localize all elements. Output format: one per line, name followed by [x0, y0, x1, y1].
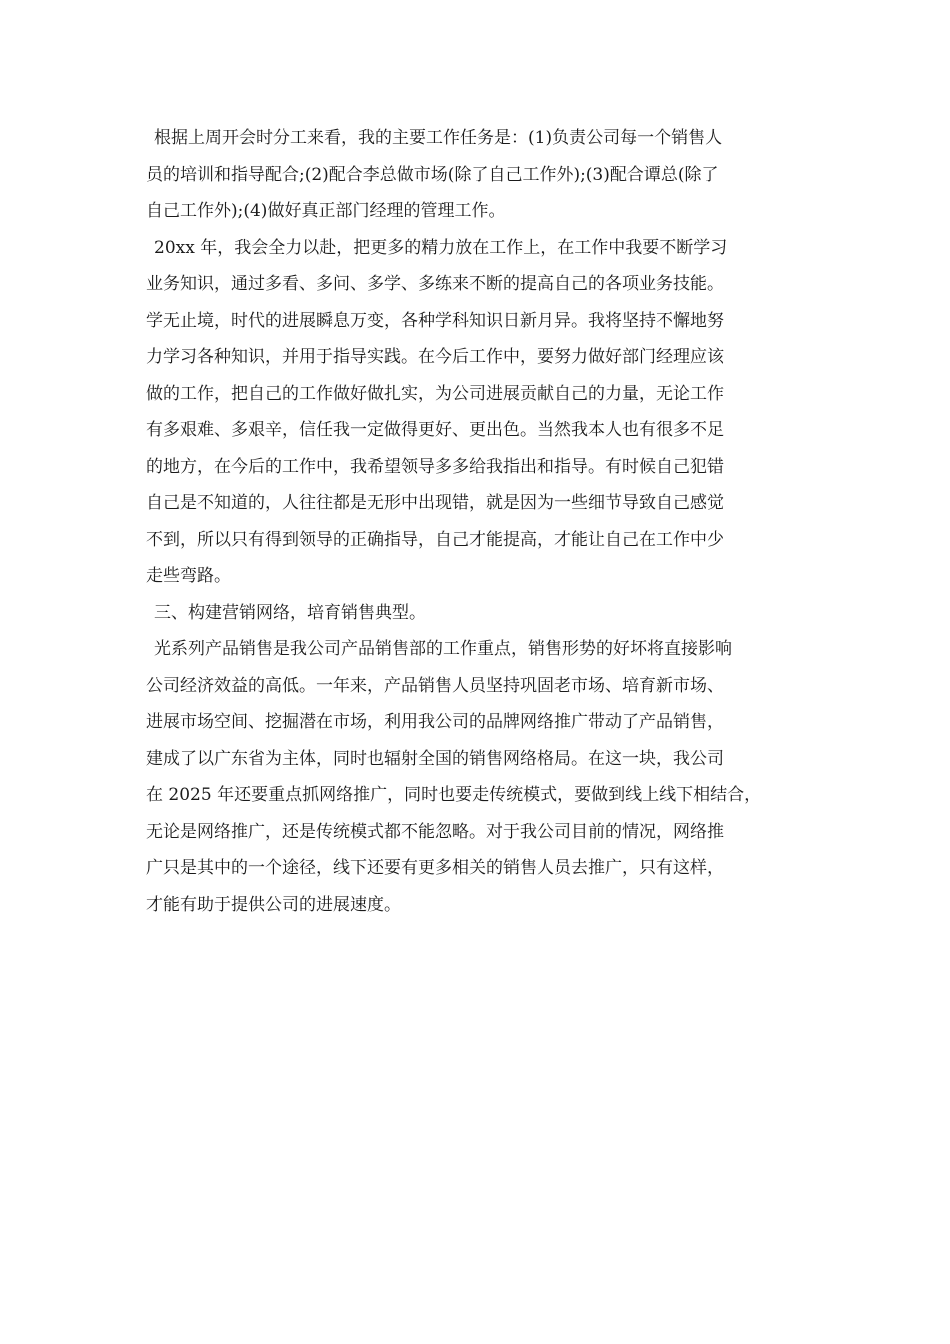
paragraph-line: 建成了以广东省为主体，同时也辐射全国的销售网络格局。在这一块，我公司 — [146, 748, 724, 769]
paragraph-line: 进展市场空间、挖掘潜在市场，利用我公司的品牌网络推广带动了产品销售， — [146, 712, 724, 732]
paragraph-line: 业务知识，通过多看、多问、多学、多练来不断的提高自己的各项业务技能。 — [146, 274, 724, 294]
document-body — [146, 120, 826, 923]
section-heading: 三、构建营销网络，培育销售典型。 — [154, 602, 426, 623]
paragraph-line: 学无止境，时代的进展瞬息万变，各种学科知识日新月异。我将坚持不懈地努 — [146, 310, 724, 331]
paragraph-line: 无论是网络推广，还是传统模式都不能忽略。对于我公司目前的情况，网络推 — [146, 821, 724, 842]
paragraph-line: 根据上周开会时分工来看，我的主要工作任务是：(1)负责公司每一个销售人 — [154, 128, 723, 148]
paragraph-line: 才能有助于提供公司的进展速度。 — [146, 894, 401, 915]
paragraph-line: 广只是其中的一个途径，线下还要有更多相关的销售人员去推广，只有这样， — [146, 858, 724, 878]
paragraph-line: 的地方，在今后的工作中，我希望领导多多给我指出和指导。有时候自己犯错 — [146, 456, 724, 477]
paragraph-line: 公司经济效益的高低。一年来，产品销售人员坚持巩固老市场、培育新市场、 — [146, 675, 724, 696]
paragraph-line: 有多艰难、多艰辛，信任我一定做得更好、更出色。当然我本人也有很多不足 — [146, 420, 724, 440]
paragraph-line: 走些弯路。 — [146, 566, 231, 586]
paragraph-line: 自己是不知道的，人往往都是无形中出现错，就是因为一些细节导致自己感觉 — [146, 493, 724, 513]
paragraph-line: 做的工作，把自己的工作做好做扎实，为公司进展贡献自己的力量，无论工作 — [146, 383, 724, 404]
paragraph-line: 自己工作外);(4)做好真正部门经理的管理工作。 — [146, 201, 506, 221]
paragraph-line: 光系列产品销售是我公司产品销售部的工作重点，销售形势的好坏将直接影响 — [154, 639, 732, 659]
paragraph-line: 在 2025 年还要重点抓网络推广，同时也要走传统模式，要做到线上线下相结合， — [146, 785, 762, 805]
paragraph-line: 员的培训和指导配合;(2)配合李总做市场(除了自己工作外);(3)配合谭总(除了 — [146, 164, 719, 185]
paragraph-line: 力学习各种知识，并用于指导实践。在今后工作中，要努力做好部门经理应该 — [146, 347, 724, 367]
paragraph-line: 不到，所以只有得到领导的正确指导，自己才能提高，才能让自己在工作中少 — [146, 529, 724, 550]
paragraph-line: 20xx 年，我会全力以赴，把更多的精力放在工作上，在工作中我要不断学习 — [154, 237, 728, 258]
